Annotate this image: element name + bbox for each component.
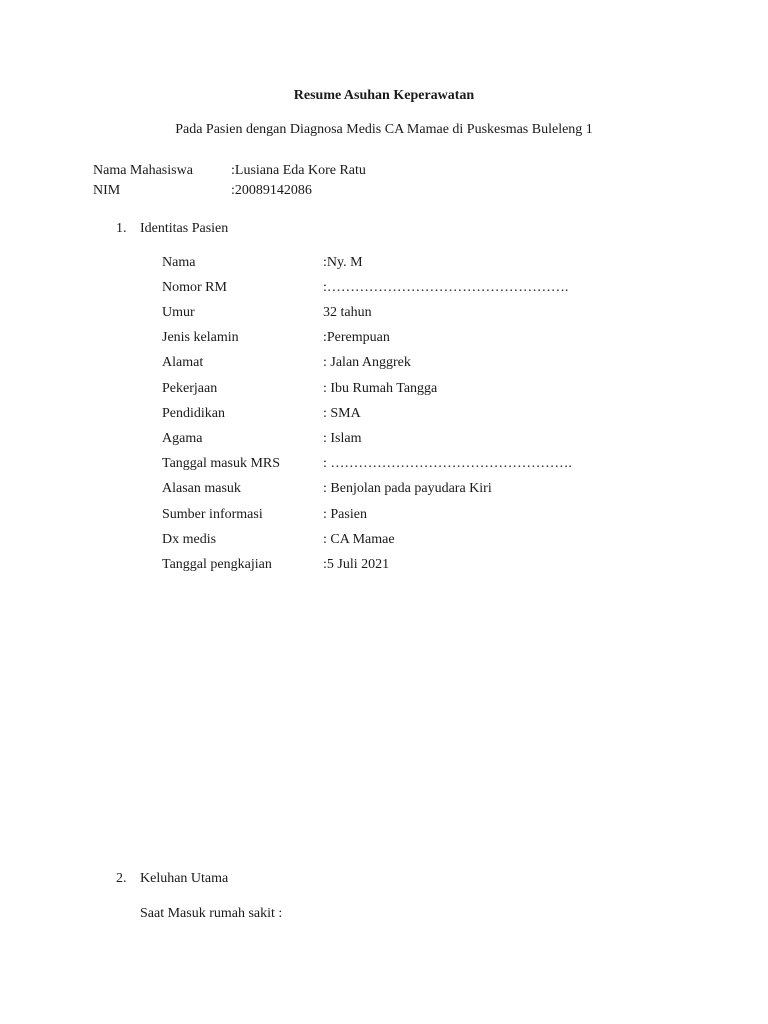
field-label-pekerjaan: Pekerjaan xyxy=(162,381,218,396)
field-label-dx-medis: Dx medis xyxy=(162,532,217,547)
field-value-jenis-kelamin: :Perempuan xyxy=(323,330,390,345)
field-value-agama: : Islam xyxy=(323,431,362,446)
student-nim-label: NIM xyxy=(93,183,121,198)
field-label-nama: Nama xyxy=(162,255,196,270)
student-name-value: :Lusiana Eda Kore Ratu xyxy=(231,163,366,178)
field-value-alamat: : Jalan Anggrek xyxy=(323,355,411,370)
document-title: Resume Asuhan Keperawatan xyxy=(293,88,475,103)
field-value-dx-medis: : CA Mamae xyxy=(323,532,395,547)
section-2-number: 2. xyxy=(116,871,127,886)
field-value-pekerjaan: : Ibu Rumah Tangga xyxy=(323,381,438,396)
field-label-alasan-masuk: Alasan masuk xyxy=(162,481,241,496)
field-label-tanggal-pengkajian: Tanggal pengkajian xyxy=(162,557,272,572)
field-value-nama: :Ny. M xyxy=(323,255,363,270)
section-2-sub-label: Saat Masuk rumah sakit : xyxy=(140,906,283,921)
field-label-umur: Umur xyxy=(162,305,195,320)
field-label-tanggal-masuk-mrs: Tanggal masuk MRS xyxy=(162,456,281,471)
section-1-number: 1. xyxy=(116,221,127,236)
student-name-label: Nama Mahasiswa xyxy=(93,163,193,178)
field-value-tanggal-masuk-mrs: : ……………………………………………. xyxy=(323,456,572,471)
field-value-tanggal-pengkajian: :5 Juli 2021 xyxy=(323,557,390,572)
student-nim-value: :20089142086 xyxy=(231,183,312,198)
field-label-pendidikan: Pendidikan xyxy=(162,406,225,421)
field-value-pendidikan: : SMA xyxy=(323,406,361,421)
field-label-nomor-rm: Nomor RM xyxy=(162,280,227,295)
section-1-title: Identitas Pasien xyxy=(140,221,229,236)
field-label-agama: Agama xyxy=(162,431,203,446)
section-2-title: Keluhan Utama xyxy=(140,871,229,886)
document-subtitle: Pada Pasien dengan Diagnosa Medis CA Mamae di Puskesmas Buleleng 1 xyxy=(175,122,593,137)
field-value-nomor-rm: :……………………………………………. xyxy=(323,280,569,295)
field-label-jenis-kelamin: Jenis kelamin xyxy=(162,330,239,345)
field-value-umur: 32 tahun xyxy=(323,305,372,320)
field-value-alasan-masuk: : Benjolan pada payudara Kiri xyxy=(323,481,492,496)
field-label-alamat: Alamat xyxy=(162,355,204,370)
field-label-sumber-informasi: Sumber informasi xyxy=(162,507,263,522)
field-value-sumber-informasi: : Pasien xyxy=(323,507,367,522)
